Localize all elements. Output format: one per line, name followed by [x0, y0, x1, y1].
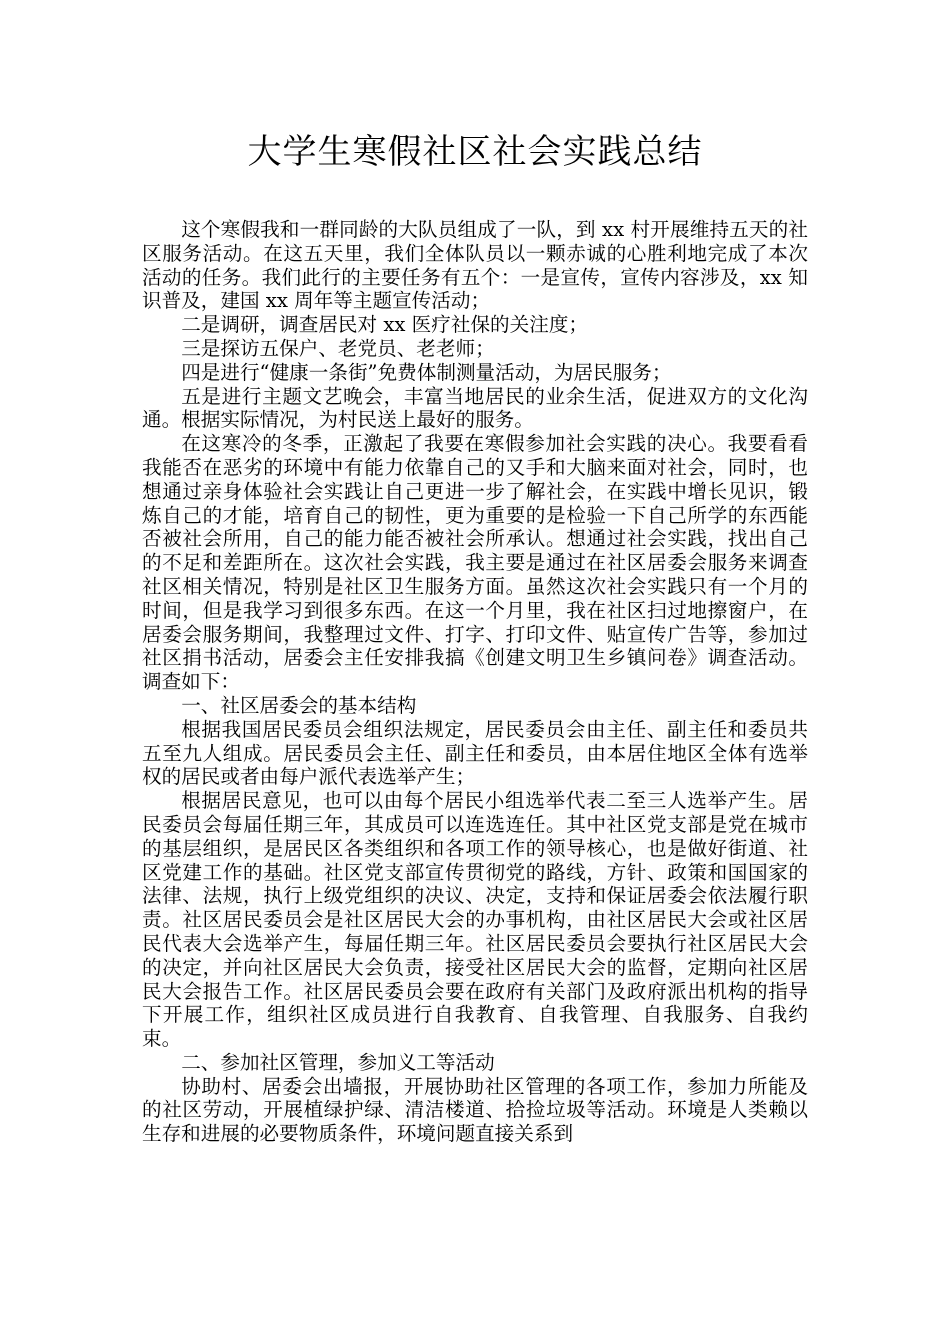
paragraph: 根据我国居民委员会组织法规定，居民委员会由主任、副主任和委员共五至九人组成。居民委员会主任、副主任和委员，由本居住地区全体有选举权的居民或者由每户派代表选举产生； — [142, 717, 808, 789]
section-heading: 二、参加社区管理，参加义工等活动 — [181, 1050, 495, 1074]
paragraph: 协助村、居委会出墙报，开展协助社区管理的各项工作，参加力所能及的社区劳动，开展植绿护绿、清洁楼道、拾捡垃圾等活动。环境是人类赖以生存和进展的必要物质条件，环境问题直接关系到 — [142, 1074, 808, 1146]
section-heading: 一、社区居委会的基本结构 — [181, 693, 417, 717]
paragraph: 这个寒假我和一群同龄的大队员组成了一队，到 xx 村开展维持五天的社区服务活动。在这五天里，我们全体队员以一颗赤诚的心胜利地完成了本次活动的任务。我们此行的主要任务有五个：一是宣传，宣传内容涉及，xx 知识普及，建国 xx 周年等主题宣传活动； — [142, 218, 808, 313]
paragraph: 在这寒冷的冬季，正激起了我要在寒假参加社会实践的决心。我要看看我能否在恶劣的环境中有能力依靠自己的又手和大脑来面对社会，同时，也想通过亲身体验社会实践让自己更进一步了解社会，在实践中增长见识，锻炼自己的才能，培育自己的韧性，更为重要的是检验一下自己所学的东西能否被社会所用，自己的能力能否被社会所承认。想通过社会实践，找出自己的不足和差距所在。这次社会实践，我主要是通过在社区居委会服务来调查社区相关情况，特别是社区卫生服务方面。虽然这次社会实践只有一个月的时间，但是我学习到很多东西。在这一个月里，我在社区扫过地擦窗户，在居委会服务期间，我整理过文件、打字、打印文件、贴宣传广告等，参加过社区捐书活动，居委会主任安排我搞《创建文明卫生乡镇问卷》调查活动。调查如下： — [142, 432, 808, 694]
paragraph: 四是进行“健康一条街”免费体制测量活动，为居民服务； — [181, 360, 672, 384]
paragraph: 二是调研，调查居民对 xx 医疗社保的关注度； — [181, 313, 589, 337]
paragraph: 根据居民意见，也可以由每个居民小组选举代表二至三人选举产生。居民委员会每届任期三年，其成员可以连选连任。其中社区党支部是党在城市的基层组织，是居民区各类组织和各项工作的领导核心，也是做好街道、社区党建工作的基础。社区党支部宣传贯彻党的路线，方针、政策和国国家的法律、法规，执行上级党组织的决议、决定，支持和保证居委会依法履行职责。社区居民委员会是社区居民大会的办事机构，由社区居民大会或社区居民代表大会选举产生，每届任期三年。社区居民委员会要执行社区居民大会的决定，并向社区居民大会负责，接受社区居民大会的监督，定期向社区居民大会报告工作。社区居民委员会要在政府有关部门及政府派出机构的指导下开展工作，组织社区成员进行自我教育、自我管理、自我服务、自我约束。 — [142, 789, 808, 1051]
paragraph: 三是探访五保户、老党员、老老师； — [181, 336, 495, 360]
page-title: 大学生寒假社区社会实践总结 — [247, 132, 703, 172]
document-body — [142, 218, 808, 1146]
paragraph: 五是进行主题文艺晚会，丰富当地居民的业余生活，促进双方的文化沟通。根据实际情况，为村民送上最好的服务。 — [142, 384, 808, 432]
